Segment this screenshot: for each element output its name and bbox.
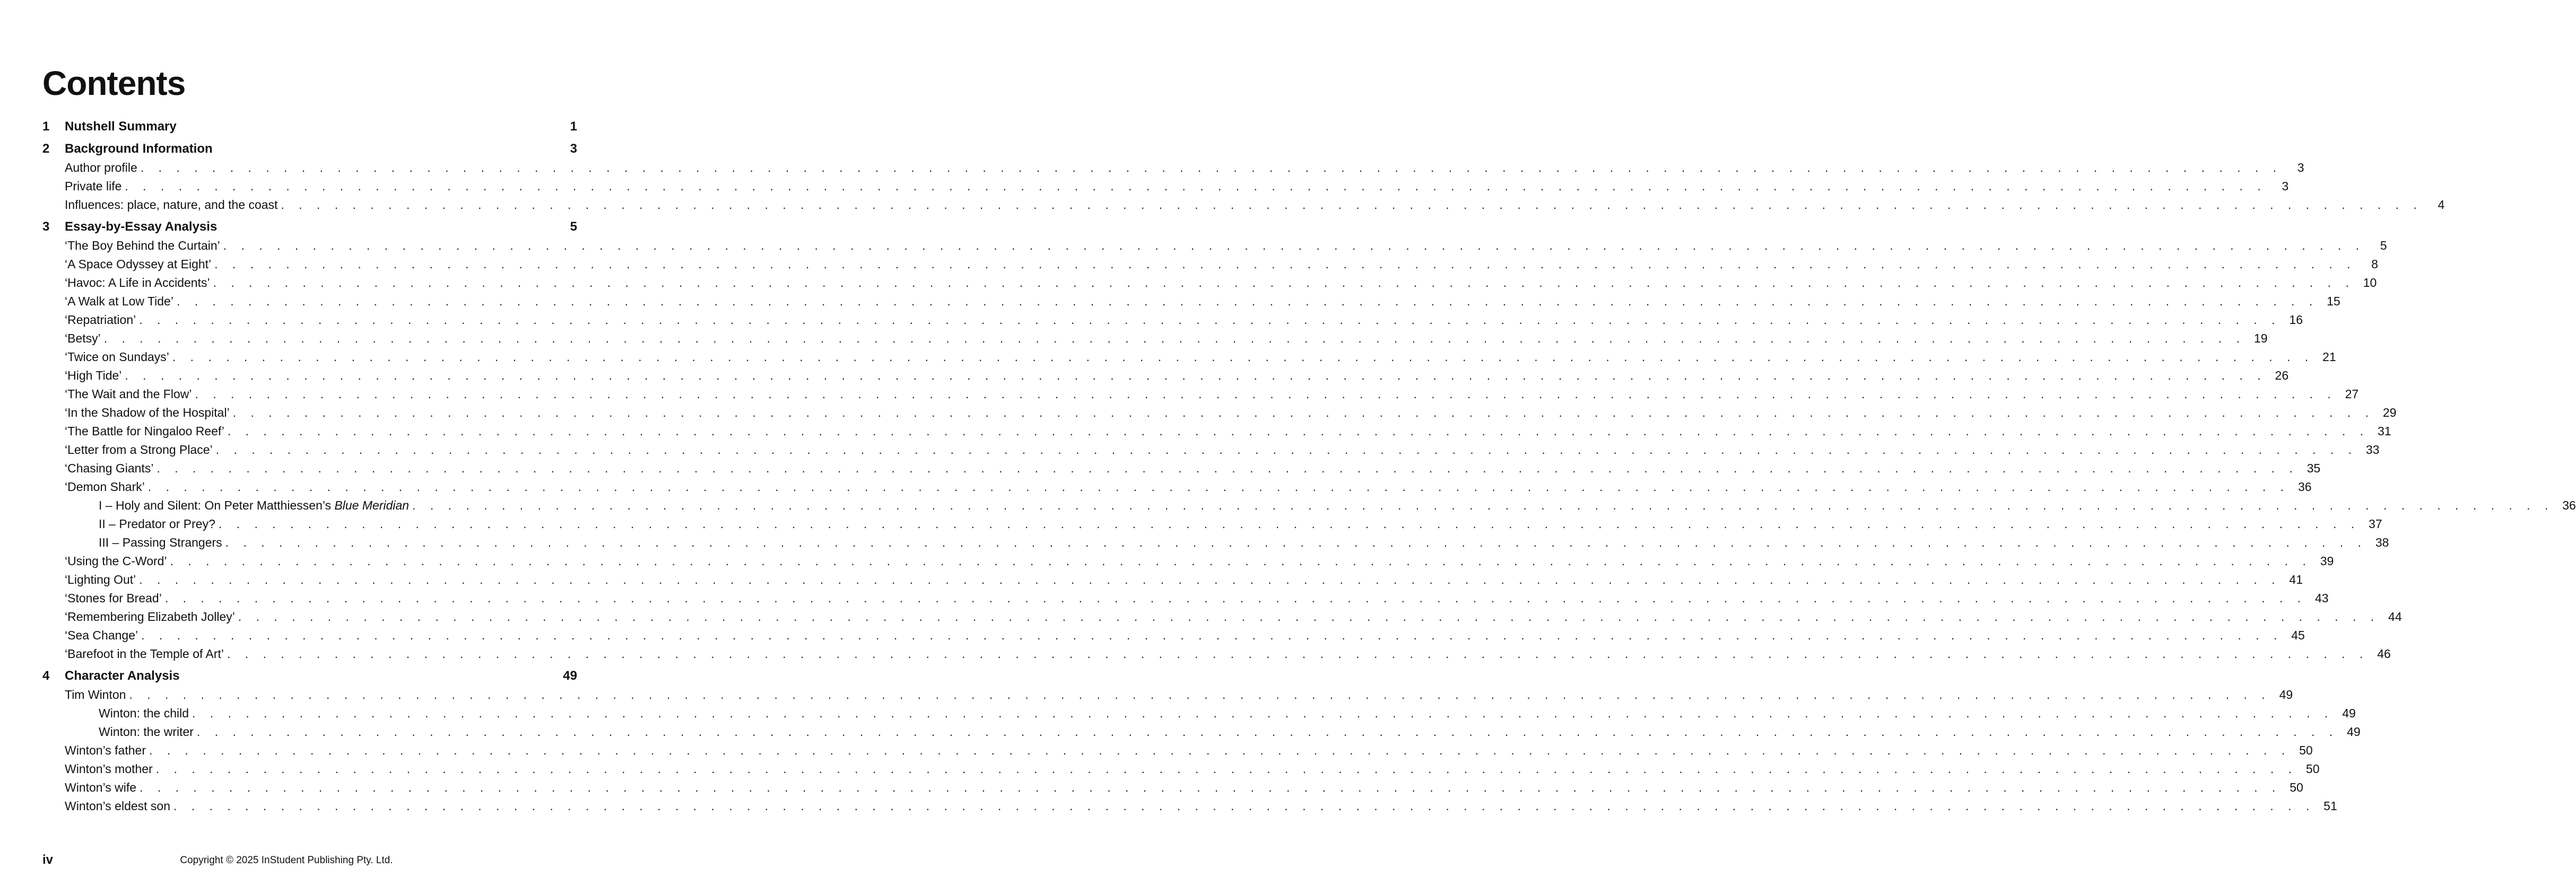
entry-title-text: ‘The Wait and the Flow’	[65, 387, 192, 401]
entry-page-number: 39	[2320, 554, 2334, 568]
entry-page-number: 44	[2388, 610, 2402, 624]
toc-entry[interactable]	[42, 239, 2387, 257]
entry-page-number: 21	[2322, 350, 2336, 364]
entry-title-text: ‘A Space Odyssey at Eight’	[65, 257, 212, 271]
entry-title	[65, 369, 121, 383]
dot-leader: . . . . . . . . . . . . . . . . . . . . . . . . . . . . . . . . . . . . . . . . . . . . . . . . . . . . . . . . . . . . . . . . . . . . . . . . . . . . . . . . . . . . . . . . . . . . . . . . . . . . . . . . . . . . . . . . . . . . . . . .	[196, 725, 2338, 739]
entry-page-number: 49	[2279, 688, 2293, 701]
entry-title	[65, 628, 138, 643]
entry-title	[99, 725, 194, 739]
entry-page-number: 3	[2297, 161, 2304, 174]
toc-subentry[interactable]	[42, 536, 2389, 554]
toc-subentry[interactable]	[42, 498, 2576, 517]
entry-title-text: ‘Barefoot in the Temple of Art’	[65, 647, 224, 661]
dot-leader: . . . . . . . . . . . . . . . . . . . . . . . . . . . . . . . . . . . . . . . . . . . . . . . . . . . . . . . . . . . . . . . . . . . . . . . . . . . . . . . . . . . . . . . . . . . . . . . . . . . . . . . . . . . . . . . . . . . . . . . .	[156, 461, 2299, 475]
toc-entry[interactable]	[42, 554, 2334, 573]
dot-leader: . . . . . . . . . . . . . . . . . . . . . . . . . . . . . . . . . . . . . . . . . . . . . . . . . . . . . . . . . . . . . . . . . . . . . . . . . . . . . . . . . . . . . . . . . . . . . . . . . . . . . . . . . . . . . . . . . . . . . . . .	[172, 350, 2314, 364]
entry-title	[65, 406, 230, 420]
toc-entry[interactable]	[42, 313, 2303, 331]
entry-title	[65, 276, 210, 290]
entry-title-italic: Blue Meridian	[334, 498, 410, 512]
entry-title	[65, 647, 224, 661]
entry-title-text: I – Holy and Silent: On Peter Matthiessen’s	[99, 498, 335, 512]
section-number: 2	[42, 142, 50, 156]
section-title: Background Information	[65, 142, 213, 156]
entry-title	[65, 313, 136, 327]
toc-entry[interactable]	[42, 179, 2289, 198]
entry-page-number: 26	[2275, 369, 2289, 382]
entry-title-text: Winton’s mother	[65, 762, 153, 776]
entry-title-text: Private life	[65, 179, 122, 193]
section-page-number: 49	[563, 669, 577, 683]
dot-leader: . . . . . . . . . . . . . . . . . . . . . . . . . . . . . . . . . . . . . . . . . . . . . . . . . . . . . . . . . . . . . . . . . . . . . . . . . . . . . . . . . . . . . . . . . . . . . . . . . . . . . . . . . . . . . . . . . . . . . . . .	[140, 780, 2281, 794]
entry-page-number: 50	[2290, 780, 2303, 794]
dot-leader: . . . . . . . . . . . . . . . . . . . . . . . . . . . . . . . . . . . . . . . . . . . . . . . . . . . . . . . . . . . . . . . . . . . . . . . . . . . . . . . . . . . . . . . . . . . . . . . . . . . . . . . . . . . . . . . . . . . . . . . .	[164, 591, 2307, 605]
toc-entry[interactable]	[42, 331, 2268, 350]
entry-title	[65, 591, 162, 606]
entry-title-text: ‘Using the C-Word’	[65, 554, 167, 568]
entry-title	[65, 424, 224, 438]
toc-entry[interactable]	[42, 799, 2337, 818]
toc-entry[interactable]	[42, 387, 2359, 406]
toc-entry[interactable]	[42, 591, 2329, 610]
section-title: Character Analysis	[65, 669, 180, 683]
section-page-number: 5	[570, 220, 577, 234]
entry-title-text: ‘Demon Shark’	[65, 480, 145, 494]
toc-entry[interactable]	[42, 628, 2305, 647]
entry-title	[65, 554, 167, 568]
toc-section[interactable]	[42, 220, 577, 239]
entry-page-number: 49	[2342, 706, 2356, 720]
toc-subentry[interactable]	[42, 706, 2356, 725]
entry-title	[65, 688, 126, 702]
toc-entry[interactable]	[42, 573, 2303, 591]
entry-title-text: ‘Chasing Giants’	[65, 461, 154, 475]
entry-page-number: 41	[2289, 573, 2303, 586]
entry-page-number: 43	[2314, 591, 2329, 605]
entry-title	[65, 179, 121, 194]
entry-title	[99, 706, 189, 721]
dot-leader: . . . . . . . . . . . . . . . . . . . . . . . . . . . . . . . . . . . . . . . . . . . . . . . . . . . . . . . . . . . . . . . . . . . . . . . . . . . . . . . . . . . . . . . . . . . . . . . . . . . . . . . . . . . . . . . . . . . . . . . .	[140, 161, 2282, 174]
copyright-notice: Copyright © 2025 InStudent Publishing Pty. Ltd.	[180, 855, 393, 866]
entry-page-number: 15	[2327, 294, 2340, 308]
entry-page-number: 19	[2253, 331, 2268, 345]
entry-title	[65, 239, 220, 253]
dot-leader: . . . . . . . . . . . . . . . . . . . . . . . . . . . . . . . . . . . . . . . . . . . . . . . . . . . . . . . . . . . . . . . . . . . . . . . . . . . . . . . . . . . . . . . . . . . . . . . . . . . . . . . . . . . . . . . . . . . . . . . .	[225, 536, 2367, 549]
entry-page-number: 8	[2371, 257, 2378, 271]
section-title: Nutshell Summary	[65, 119, 177, 134]
entry-page-number: 29	[2382, 406, 2397, 419]
section-number: 4	[42, 669, 50, 683]
entry-title-text: ‘Lighting Out’	[65, 573, 136, 586]
dot-leader: . . . . . . . . . . . . . . . . . . . . . . . . . . . . . . . . . . . . . . . . . . . . . . . . . . . . . . . . . . . . . . . . . . . . . . . . . . . . . . . . . . . . . . . . . . . . . . . . . . . . . . . . . . . . . . . . . . . . . . . .	[192, 706, 2334, 720]
entry-page-number: 10	[2363, 276, 2377, 290]
entry-title-text: ‘Sea Change’	[65, 628, 138, 642]
toc-entry[interactable]	[42, 688, 2293, 706]
toc-entry[interactable]	[42, 762, 2320, 780]
toc-entry[interactable]	[42, 369, 2289, 387]
toc-entry[interactable]	[42, 406, 2397, 424]
dot-leader: . . . . . . . . . . . . . . . . . . . . . . . . . . . . . . . . . . . . . . . . . . . . . . . . . . . . . . . . . . . . . . . . . . . . . . . . . . . . . . . . . . . . . . . . . . . . . . . . . . . . . . . . . . . . . . . . . . . . . . . .	[218, 517, 2360, 531]
entry-title	[65, 331, 101, 346]
entry-title-text: Author profile	[65, 161, 137, 174]
toc-entry[interactable]	[42, 198, 2445, 216]
dot-leader: . . . . . . . . . . . . . . . . . . . . . . . . . . . . . . . . . . . . . . . . . . . . . . . . . . . . . . . . . . . . . . . . . . . . . . . . . . . . . . . . . . . . . . . . . . . . . . . . . . . . . . . . . . . . . . . . . . . . . . . .	[147, 480, 2290, 494]
entry-title	[65, 443, 213, 457]
entry-page-number: 50	[2299, 743, 2313, 757]
entry-title-text: II – Predator or Prey?	[99, 517, 215, 531]
dot-leader: . . . . . . . . . . . . . . . . . . . . . . . . . . . . . . . . . . . . . . . . . . . . . . . . . . . . . . . . . . . . . . . . . . . . . . . . . . . . . . . . . . . . . . . . . . . . . . . . . . . . . . . . . . . . . . . . . . . . . . . .	[139, 313, 2281, 327]
entry-page-number: 38	[2375, 536, 2389, 549]
entry-title-text: Winton: the child	[99, 706, 189, 720]
entry-title-text: Winton: the writer	[99, 725, 194, 739]
entry-page-number: 36	[2298, 480, 2312, 494]
toc-section[interactable]	[42, 669, 577, 688]
entry-title	[65, 743, 146, 758]
section-page-number: 1	[570, 119, 577, 134]
entry-title	[65, 780, 136, 795]
dot-leader: . . . . . . . . . . . . . . . . . . . . . . . . . . . . . . . . . . . . . . . . . . . . . . . . . . . . . . . . . . . . . . . . . . . . . . . . . . . . . . . . . . . . . . . . . . . . . . . . . . . . . . . . . . . . . . . . . . . . . . . .	[155, 762, 2297, 776]
dot-leader: . . . . . . . . . . . . . . . . . . . . . . . . . . . . . . . . . . . . . . . . . . . . . . . . . . . . . . . . . . . . . . . . . . . . . . . . . . . . . . . . . . . . . . . . . . . . . . . . . . . . . . . . . . . . . . . . . . . . . . . .	[281, 198, 2423, 212]
entry-title-text: ‘In the Shadow of the Hospital’	[65, 406, 230, 419]
entry-page-number: 45	[2291, 628, 2305, 642]
dot-leader: . . . . . . . . . . . . . . . . . . . . . . . . . . . . . . . . . . . . . . . . . . . . . . . . . . . . . . . . . . . . . . . . . . . . . . . . . . . . . . . . . . . . . . . . . . . . . . . . . . . . . . . . . . . . . . . . . . . . . . . .	[214, 257, 2356, 271]
dot-leader: . . . . . . . . . . . . . . . . . . . . . . . . . . . . . . . . . . . . . . . . . . . . . . . . . . . . . . . . . . . . . . . . . . . . . . . . . . . . . . . . . . . . . . . . . . . . . . . . . . . . . . . . . . . . . . . . . . . . . . . .	[125, 369, 2267, 382]
entry-title-text: ‘Twice on Sundays’	[65, 350, 169, 364]
toc-entry[interactable]	[42, 443, 2380, 461]
dot-leader: . . . . . . . . . . . . . . . . . . . . . . . . . . . . . . . . . . . . . . . . . . . . . . . . . . . . . . . . . . . . . . . . . . . . . . . . . . . . . . . . . . . . . . . . . . . . . . . . . . . . . . . . . . . . . . . . . . . . . . . .	[223, 239, 2365, 252]
entry-title-text: ‘Remembering Elizabeth Jolley’	[65, 610, 235, 624]
entry-title	[65, 762, 153, 776]
dot-leader: . . . . . . . . . . . . . . . . . . . . . . . . . . . . . . . . . . . . . . . . . . . . . . . . . . . . . . . . . . . . . . . . . . . . . . . . . . . . . . . . . . . . . . . . . . . . . . . . . . . . . . . . . . . . . . . . . . . . . . . .	[125, 179, 2267, 193]
entry-title	[65, 387, 192, 401]
entry-page-number: 16	[2289, 313, 2303, 327]
entry-page-number: 36	[2562, 498, 2576, 512]
section-page-number: 3	[570, 142, 577, 156]
section-number: 1	[42, 119, 50, 134]
table-of-contents	[42, 119, 2576, 818]
entry-page-number: 46	[2377, 647, 2391, 661]
toc-entry[interactable]	[42, 294, 2340, 313]
entry-title	[65, 161, 137, 175]
dot-leader: . . . . . . . . . . . . . . . . . . . . . . . . . . . . . . . . . . . . . . . . . . . . . . . . . . . . . . . . . . . . . . . . . . . . . . . . . . . . . . . . . . . . . . . . . . . . . . . . . . . . . . . . . . . . . . . . . . . . . . . .	[170, 554, 2312, 568]
dot-leader: . . . . . . . . . . . . . . . . . . . . . . . . . . . . . . . . . . . . . . . . . . . . . . . . . . . . . . . . . . . . . . . . . . . . . . . . . . . . . . . . . . . . . . . . . . . . . . . . . . . . . . . . . . . . . . . . . . . . . . . .	[195, 387, 2337, 401]
entry-page-number: 50	[2305, 762, 2320, 776]
page-footer	[42, 853, 577, 869]
dot-leader: . . . . . . . . . . . . . . . . . . . . . . . . . . . . . . . . . . . . . . . . . . . . . . . . . . . . . . . . . . . . . . . . . . . . . . . . . . . . . . . . . . . . . . . . . . . . . . . . . . . . . . . . . . . . . . . . . . . . . . . .	[129, 688, 2271, 701]
entry-title-text: Winton’s wife	[65, 780, 137, 794]
entry-title-text: ‘The Battle for Ningaloo Reef’	[65, 424, 224, 438]
entry-title	[65, 294, 173, 309]
entry-title-text: Tim Winton	[65, 688, 126, 701]
entry-page-number: 49	[2347, 725, 2361, 739]
dot-leader: . . . . . . . . . . . . . . . . . . . . . . . . . . . . . . . . . . . . . . . . . . . . . . . . . . . . . . . . . . . . . . . . . . . . . . . . . . . . . . . . . . . . . . . . . . . . . . . . . . . . . . . . . . . . . . . . . . . . . . . .	[238, 610, 2380, 624]
entry-title	[65, 257, 211, 271]
entry-title-text: Winton’s father	[65, 743, 146, 757]
toc-subentry[interactable]	[42, 725, 2361, 743]
entry-page-number: 51	[2323, 799, 2337, 813]
page-folio: iv	[42, 853, 54, 867]
entry-title	[65, 480, 145, 494]
toc-entry[interactable]	[42, 461, 2321, 480]
dot-leader: . . . . . . . . . . . . . . . . . . . . . . . . . . . . . . . . . . . . . . . . . . . . . . . . . . . . . . . . . . . . . . . . . . . . . . . . . . . . . . . . . . . . . . . . . . . . . . . . . . . . . . . . . . . . . . . . . . . . . . . .	[215, 443, 2357, 457]
toc-entry[interactable]	[42, 424, 2391, 443]
entry-page-number: 35	[2307, 461, 2321, 475]
entry-page-number: 3	[2282, 179, 2289, 193]
dot-leader: . . . . . . . . . . . . . . . . . . . . . . . . . . . . . . . . . . . . . . . . . . . . . . . . . . . . . . . . . . . . . . . . . . . . . . . . . . . . . . . . . . . . . . . . . . . . . . . . . . . . . . . . . . . . . . . . . . . . . . . .	[412, 498, 2554, 512]
dot-leader: . . . . . . . . . . . . . . . . . . . . . . . . . . . . . . . . . . . . . . . . . . . . . . . . . . . . . . . . . . . . . . . . . . . . . . . . . . . . . . . . . . . . . . . . . . . . . . . . . . . . . . . . . . . . . . . . . . . . . . . .	[141, 628, 2283, 642]
entry-title-text: ‘Havoc: A Life in Accidents’	[65, 276, 210, 290]
toc-entry[interactable]	[42, 276, 2377, 294]
dot-leader: . . . . . . . . . . . . . . . . . . . . . . . . . . . . . . . . . . . . . . . . . . . . . . . . . . . . . . . . . . . . . . . . . . . . . . . . . . . . . . . . . . . . . . . . . . . . . . . . . . . . . . . . . . . . . . . . . . . . . . . .	[149, 743, 2291, 757]
entry-page-number: 27	[2345, 387, 2359, 401]
toc-entry[interactable]	[42, 257, 2378, 276]
entry-title-text: Winton’s eldest son	[65, 799, 171, 813]
toc-entry[interactable]	[42, 743, 2313, 762]
entry-title-text: Influences: place, nature, and the coast	[65, 198, 278, 212]
dot-leader: . . . . . . . . . . . . . . . . . . . . . . . . . . . . . . . . . . . . . . . . . . . . . . . . . . . . . . . . . . . . . . . . . . . . . . . . . . . . . . . . . . . . . . . . . . . . . . . . . . . . . . . . . . . . . . . . . . . . . . . .	[232, 406, 2374, 419]
entry-title-text: III – Passing Strangers	[99, 536, 222, 549]
entry-page-number: 4	[2438, 198, 2445, 212]
dot-leader: . . . . . . . . . . . . . . . . . . . . . . . . . . . . . . . . . . . . . . . . . . . . . . . . . . . . . . . . . . . . . . . . . . . . . . . . . . . . . . . . . . . . . . . . . . . . . . . . . . . . . . . . . . . . . . . . . . . . . . . .	[213, 276, 2355, 290]
entry-page-number: 5	[2380, 239, 2387, 252]
entry-title-text: ‘High Tide’	[65, 369, 122, 382]
entry-title-text: ‘Letter from a Strong Place’	[65, 443, 213, 457]
toc-subentry[interactable]	[42, 517, 2382, 536]
entry-title-text: ‘A Walk at Low Tide’	[65, 294, 173, 308]
dot-leader: . . . . . . . . . . . . . . . . . . . . . . . . . . . . . . . . . . . . . . . . . . . . . . . . . . . . . . . . . . . . . . . . . . . . . . . . . . . . . . . . . . . . . . . . . . . . . . . . . . . . . . . . . . . . . . . . . . . . . . . .	[103, 331, 2246, 345]
toc-entry[interactable]	[42, 350, 2336, 369]
page-title: Contents	[42, 64, 186, 102]
section-title: Essay-by-Essay Analysis	[65, 220, 217, 234]
entry-title	[99, 536, 222, 550]
toc-entry[interactable]	[42, 161, 2304, 179]
entry-title	[65, 198, 278, 212]
toc-entry[interactable]	[42, 610, 2402, 628]
entry-title	[65, 610, 235, 624]
entry-title	[65, 461, 153, 476]
entry-title-text: ‘Repatriation’	[65, 313, 136, 327]
entry-title-text: ‘The Boy Behind the Curtain’	[65, 239, 220, 252]
toc-section[interactable]	[42, 119, 577, 138]
dot-leader: . . . . . . . . . . . . . . . . . . . . . . . . . . . . . . . . . . . . . . . . . . . . . . . . . . . . . . . . . . . . . . . . . . . . . . . . . . . . . . . . . . . . . . . . . . . . . . . . . . . . . . . . . . . . . . . . . . . . . . . .	[176, 294, 2318, 308]
entry-title	[65, 799, 170, 813]
dot-leader: . . . . . . . . . . . . . . . . . . . . . . . . . . . . . . . . . . . . . . . . . . . . . . . . . . . . . . . . . . . . . . . . . . . . . . . . . . . . . . . . . . . . . . . . . . . . . . . . . . . . . . . . . . . . . . . . . . . . . . . .	[139, 573, 2281, 586]
entry-title	[65, 573, 136, 587]
entry-title	[99, 517, 215, 531]
toc-entry[interactable]	[42, 480, 2312, 498]
entry-title-text: ‘Stones for Bread’	[65, 591, 162, 605]
dot-leader: . . . . . . . . . . . . . . . . . . . . . . . . . . . . . . . . . . . . . . . . . . . . . . . . . . . . . . . . . . . . . . . . . . . . . . . . . . . . . . . . . . . . . . . . . . . . . . . . . . . . . . . . . . . . . . . . . . . . . . . .	[227, 424, 2369, 438]
toc-section[interactable]	[42, 142, 577, 161]
entry-title	[65, 350, 169, 364]
section-number: 3	[42, 220, 50, 234]
toc-entry[interactable]	[42, 647, 2391, 665]
entry-page-number: 33	[2365, 443, 2380, 457]
entry-title-text: ‘Betsy’	[65, 331, 101, 345]
toc-entry[interactable]	[42, 780, 2303, 799]
dot-leader: . . . . . . . . . . . . . . . . . . . . . . . . . . . . . . . . . . . . . . . . . . . . . . . . . . . . . . . . . . . . . . . . . . . . . . . . . . . . . . . . . . . . . . . . . . . . . . . . . . . . . . . . . . . . . . . . . . . . . . . .	[227, 647, 2369, 661]
entry-page-number: 31	[2378, 424, 2391, 438]
entry-page-number: 37	[2369, 517, 2382, 531]
entry-title	[99, 498, 409, 513]
dot-leader: . . . . . . . . . . . . . . . . . . . . . . . . . . . . . . . . . . . . . . . . . . . . . . . . . . . . . . . . . . . . . . . . . . . . . . . . . . . . . . . . . . . . . . . . . . . . . . . . . . . . . . . . . . . . . . . . . . . . . . . .	[173, 799, 2315, 813]
